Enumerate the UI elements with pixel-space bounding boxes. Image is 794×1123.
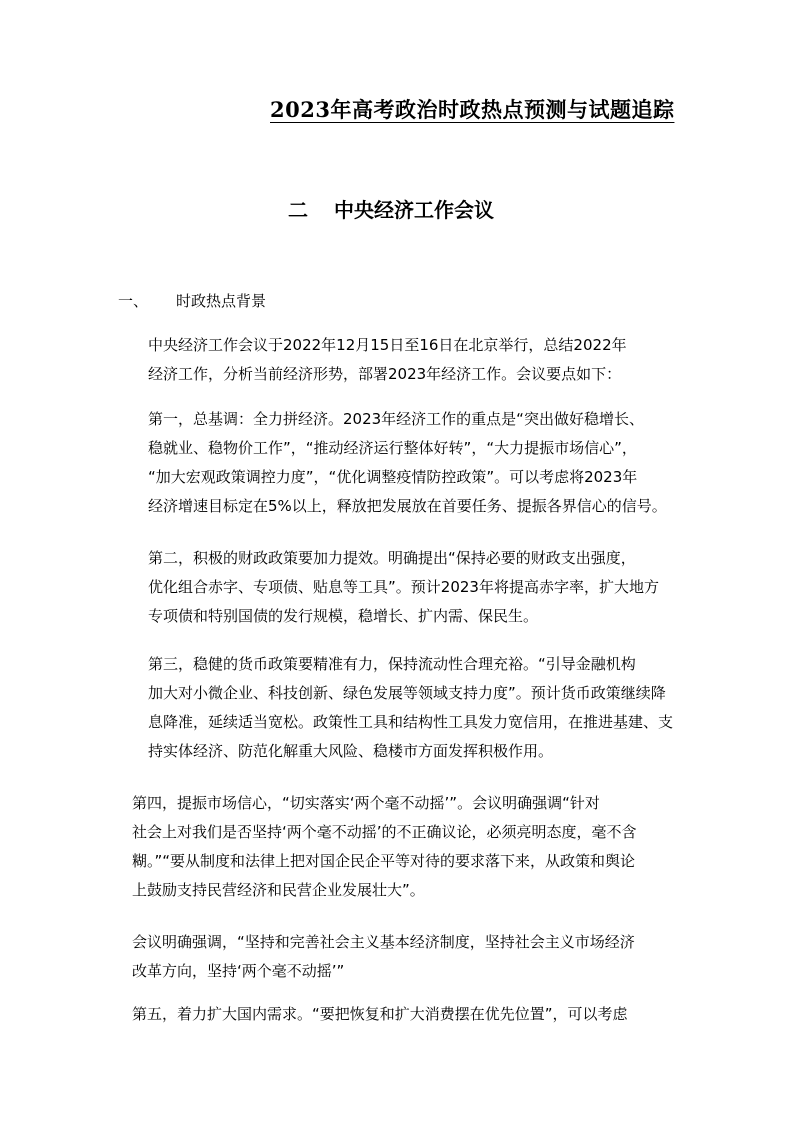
section-number: 二 [288, 198, 308, 222]
paragraph-line: 会议明确强调，“坚持和完善社会主义基本经济制度，坚持社会主义市场经济 [132, 933, 635, 951]
paragraph-fifth-point [118, 1000, 678, 1029]
paragraph-first-point [118, 405, 678, 521]
paragraph-meeting-emphasis [118, 928, 678, 986]
paragraph-line: 经济增速目标定在5%以上，释放把发展放在首要任务、提振各界信心的信号。 [148, 497, 667, 515]
subsection-heading [118, 290, 266, 311]
paragraph-line: 第一，总基调：全力拼经济。2023年经济工作的重点是“突出做好稳增长、 [148, 410, 644, 428]
section-title-text: 中央经济工作会议 [334, 198, 494, 222]
paragraph-line: 第二，积极的财政政策要加力提效。明确提出“保持必要的财政支出强度， [148, 549, 636, 567]
paragraph-fourth-point [118, 789, 678, 905]
paragraph-line: 第三，稳健的货币政策要精准有力，保持流动性合理充裕。“引导金融机构 [148, 655, 636, 673]
paragraph-line: 社会上对我们是否坚持‘两个毫不动摇’的不正确议论，必须亮明态度，毫不含 [132, 823, 637, 841]
paragraph-line: 第五，着力扩大国内需求。“要把恢复和扩大消费摆在优先位置”，可以考虑 [132, 1005, 628, 1023]
paragraph-line: 经济工作，分析当前经济形势，部署2023年经济工作。会议要点如下： [148, 365, 622, 383]
paragraph-line: 加大对小微企业、科技创新、绿色发展等领域支持力度”。预计货币政策继续降 [148, 684, 666, 702]
paragraph-line: 中央经济工作会议于2022年12月15日至16日在北京举行，总结2022年 [148, 336, 627, 354]
paragraph-line: 上鼓励支持民营经济和民营企业发展壮大”。 [132, 881, 425, 899]
paragraph-line: 优化组合赤字、专项债、贴息等工具”。预计2023年将提高赤字率，扩大地方 [148, 578, 659, 596]
section-title [288, 194, 494, 223]
paragraph-second-point [118, 544, 678, 631]
subsection-number: 一、 [118, 292, 149, 310]
paragraph-line: 息降准，延续适当宽松。政策性工具和结构性工具发力宽信用，在推进基建、支 [148, 713, 674, 731]
paragraph-line: 稳就业、稳物价工作”，“推动经济运行整体好转”，“大力提振市场信心”， [148, 439, 637, 457]
subsection-heading-text: 时政热点背景 [176, 292, 267, 310]
paragraph-intro [118, 331, 678, 389]
paragraph-line: 专项债和特别国债的发行规模，稳增长、扩内需、保民生。 [148, 607, 539, 625]
paragraph-line: 第四，提振市场信心，“切实落实‘两个毫不动摇’”。会议明确强调“针对 [132, 794, 600, 812]
paragraph-line: 持实体经济、防范化解重大风险、稳楼市方面发挥积极作用。 [148, 742, 554, 760]
paragraph-line: 糊。”“要从制度和法律上把对国企民企平等对待的要求落下来，从政策和舆论 [132, 852, 636, 870]
document-title: 2023年高考政治时政热点预测与试题追踪 [270, 97, 675, 122]
paragraph-line: 改革方向，坚持‘两个毫不动摇’” [132, 962, 345, 980]
paragraph-third-point [118, 650, 678, 766]
paragraph-line: “加大宏观政策调控力度”，“优化调整疫情防控政策”。可以考虑将2023年 [148, 468, 638, 486]
